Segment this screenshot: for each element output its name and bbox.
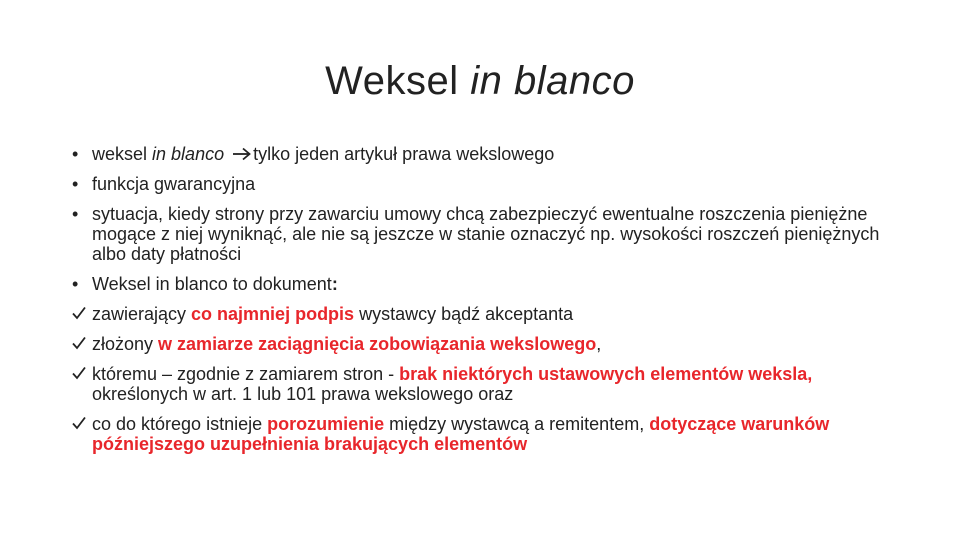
bullet-text-b: : — [331, 274, 338, 294]
checkmark-icon — [72, 334, 90, 354]
check-text-c: określonych w art. 1 lub 101 prawa wekslowego oraz — [92, 384, 514, 404]
bullet-item — [60, 144, 900, 164]
bullet-text-a: weksel — [92, 144, 153, 164]
slide-title — [0, 59, 960, 104]
bullet-text: sytuacja, kiedy strony przy zawarciu umowy chcą zabezpieczyć ewentualne roszczenia pieniężne mogące z niej wyniknąć, ale nie są jeszcze w stanie oznaczyć np. wysokości roszczeń pieniężnych albo daty płatności — [92, 204, 880, 264]
bullet-text: funkcja gwarancyjna — [92, 174, 256, 194]
check-text-emphasis: co najmniej podpis — [191, 304, 355, 324]
right-arrow-icon — [232, 147, 252, 161]
check-text-a: złożony — [92, 334, 159, 354]
check-item — [60, 334, 900, 354]
checkmark-icon — [72, 304, 90, 324]
slide-content — [60, 144, 900, 464]
check-text-a: zawierający — [92, 304, 192, 324]
bullet-icon: • — [72, 174, 79, 194]
bullet-item — [60, 204, 900, 264]
check-text-c: , — [596, 334, 602, 354]
title-main: Weksel — [325, 58, 471, 103]
checkmark-icon — [72, 414, 90, 434]
check-text-c: między wystawcą a remitentem, — [384, 414, 650, 434]
check-text-emphasis: w zamiarze zaciągnięcia zobowiązania wekslowego — [158, 334, 597, 354]
check-text-a: któremu – zgodnie z zamiarem stron - — [92, 364, 400, 384]
title-italic: in blanco — [470, 58, 635, 103]
check-text-a: co do którego istnieje — [92, 414, 268, 434]
bullet-text-a: Weksel in blanco to dokument — [92, 274, 332, 294]
check-text-emphasis: brak niektórych ustawowych elementów weksla, — [399, 364, 813, 384]
check-text-emphasis-2: dotyczące warunków późniejszego uzupełnienia brakujących elementów — [92, 414, 830, 454]
bullet-item — [60, 274, 900, 294]
check-text-emphasis: porozumienie — [267, 414, 385, 434]
check-item — [60, 414, 900, 454]
bullet-text-c: tylko jeden artykuł prawa wekslowego — [253, 144, 555, 164]
check-text-c: wystawcy bądź akceptanta — [354, 304, 574, 324]
bullet-icon: • — [72, 204, 79, 224]
bullet-text-italic: in blanco — [152, 144, 225, 164]
bullet-icon: • — [72, 274, 79, 294]
check-item — [60, 364, 900, 404]
checkmark-icon — [72, 364, 90, 384]
bullet-item — [60, 174, 900, 194]
check-item — [60, 304, 900, 324]
bullet-icon: • — [72, 144, 79, 164]
